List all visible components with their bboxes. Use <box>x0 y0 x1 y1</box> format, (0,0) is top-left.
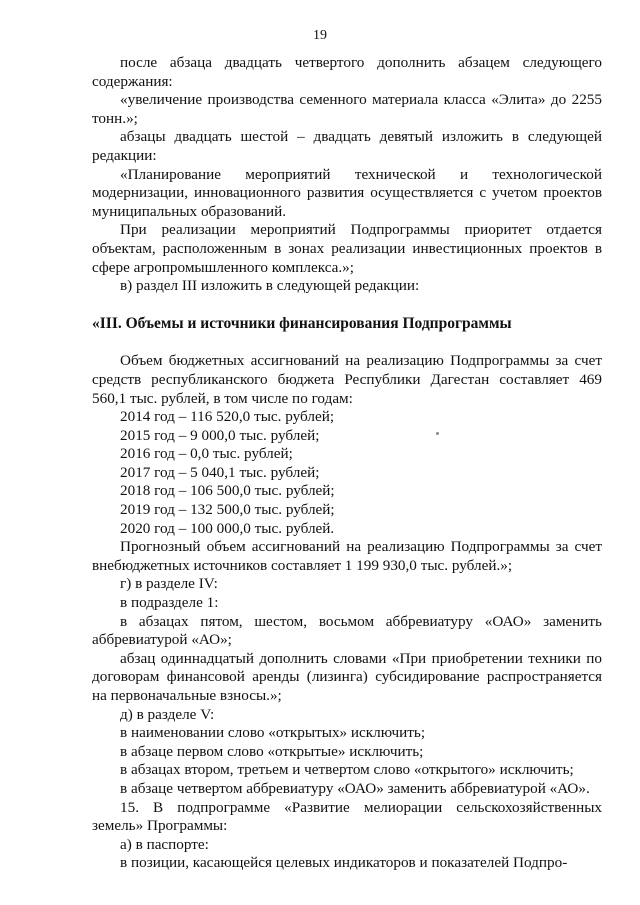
year-item: 2016 год – 0,0 тыс. рублей; <box>120 445 293 463</box>
paragraph: абзацы двадцать шестой – двадцать девятый изложить в следующей редакции: <box>92 128 602 164</box>
document-body <box>92 54 602 873</box>
paragraph: после абзаца двадцать четвертого дополнить абзацем следующего содержания: <box>92 54 602 90</box>
section-heading: «III. Объемы и источники финансирования Подпрограммы <box>92 314 512 332</box>
page-number: 19 <box>313 28 327 43</box>
paragraph: в абзацах пятом, шестом, восьмом аббревиатуру «ОАО» заменить аббревиатурой «АО»; <box>92 612 602 649</box>
paragraph: 15. В подпрограмме «Развитие мелиорации сельскохозяйственных земель» Программы: <box>92 798 602 835</box>
paragraph: в абзацах втором, третьем и четвертом слово «открытого» исключить; <box>120 761 574 779</box>
paragraph: г) в разделе IV: <box>120 575 218 593</box>
paragraph: в наименовании слово «открытых» исключить; <box>120 724 426 742</box>
paragraph: абзац одиннадцатый дополнить словами «При приобретении техники по договорам финансовой аренды (лизинга) субсидирование распространяется на первоначальные взносы.»; <box>92 649 602 704</box>
scan-speck <box>436 432 439 435</box>
paragraph: в подразделе 1: <box>120 594 219 612</box>
paragraph: «увеличение производства семенного материала класса «Элита» до 2255 тонн.»; <box>92 91 602 127</box>
year-item: 2018 год – 106 500,0 тыс. рублей; <box>120 482 335 500</box>
year-list <box>92 408 602 538</box>
paragraph: «Планирование мероприятий технической и технологической модернизации, инновационного развития осуществляется с учетом проектов муниципальных образований. <box>92 165 602 220</box>
year-item: 2017 год – 5 040,1 тыс. рублей; <box>120 463 320 481</box>
paragraph: а) в паспорте: <box>120 835 209 853</box>
paragraph: Прогнозный объем ассигнований на реализацию Подпрограммы за счет внебюджетных источников составляет 1 199 930,0 тыс. рублей.»; <box>92 538 602 574</box>
paragraph: в) раздел III изложить в следующей редакции: <box>120 277 420 295</box>
paragraph: в абзаце четвертом аббревиатуру «ОАО» заменить аббревиатурой «АО». <box>120 779 590 797</box>
year-item: 2020 год – 100 000,0 тыс. рублей. <box>120 519 335 537</box>
year-item: 2015 год – 9 000,0 тыс. рублей; <box>120 426 320 444</box>
paragraph: Объем бюджетных ассигнований на реализацию Подпрограммы за счет средств республиканского бюджета Республики Дагестан составляет 469 560,1 тыс. рублей, в том числе по годам: <box>92 352 602 407</box>
paragraph: д) в разделе V: <box>120 705 215 723</box>
year-item: 2019 год – 132 500,0 тыс. рублей; <box>120 501 335 519</box>
year-item: 2014 год – 116 520,0 тыс. рублей; <box>120 408 335 426</box>
paragraph: в позиции, касающейся целевых индикаторов и показателей Подпро- <box>120 854 568 872</box>
paragraph: в абзаце первом слово «открытые» исключить; <box>120 742 424 760</box>
paragraph: При реализации мероприятий Подпрограммы приоритет отдается объектам, расположенным в зонах реализации инвестиционных проектов в сфере агропромышленного комплекса.»; <box>92 221 602 276</box>
